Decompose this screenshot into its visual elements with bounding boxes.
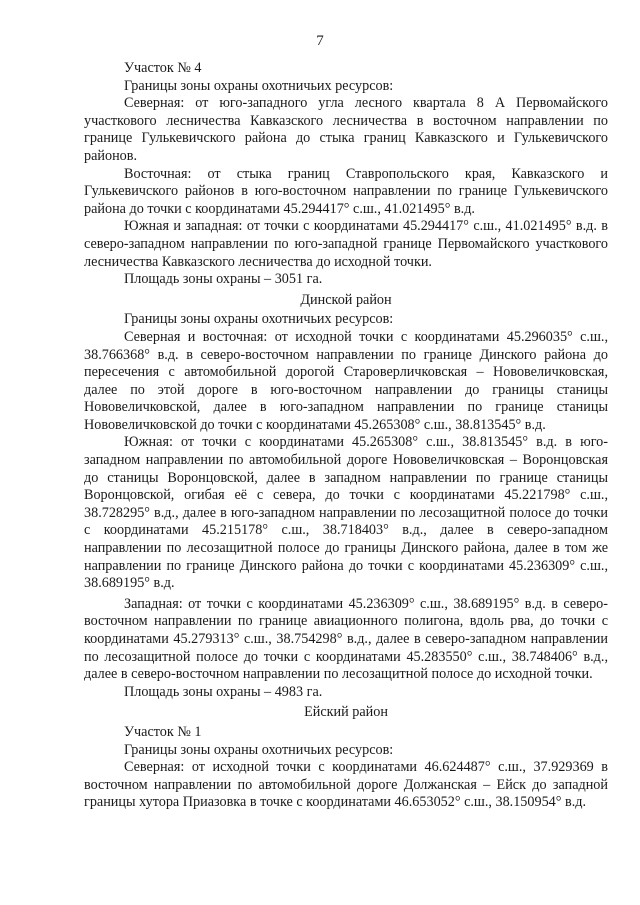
- document-body: [84, 60, 608, 812]
- paragraph-area: Площадь зоны охраны – 3051 га.: [124, 271, 323, 288]
- page-number: 7: [316, 33, 324, 49]
- paragraph-borders-intro: Границы зоны охраны охотничьих ресурсов:: [124, 741, 394, 758]
- paragraph-east-border: Восточная: от стыка границ Ставропольского края, Кавказского и Гулькевичского районов в юго-восточном направлении по границе Гулькевичского района до точки с координатами 45.294417° с.ш., 41.021495° в.д.: [84, 165, 608, 217]
- section-heading-uchastok-1: Участок № 1: [124, 723, 202, 740]
- district-heading-yeysk: Ейский район: [304, 704, 388, 721]
- paragraph-north-border: Северная: от исходной точки с координатами 46.624487° с.ш., 37.929369 в восточном направлении по автомобильной дороге Должанская – Ейск до западной границы хутора Приазовка в точке с координатами 46.653052° с.ш., 38.150954° в.д.: [84, 759, 608, 811]
- district-heading-dinskoy: Динской район: [300, 291, 392, 308]
- paragraph-area: Площадь зоны охраны – 4983 га.: [124, 683, 323, 700]
- paragraph-north-east-border: Северная и восточная: от исходной точки с координатами 45.296035° с.ш., 38.766368° в.д. в северо-восточном направлении по границе Динского района до пересечения с автомобильной дорогой Староверличковская – Нововеличковская, далее по этой дороге в юго-восточном направлении до границы станицы Нововеличковской, далее в юго-западном направлении по границе станицы Нововеличковской до точки с координатами 45.265308° с.ш., 38.813545° в.д.: [84, 328, 608, 433]
- paragraph-west-border: Западная: от точки с координатами 45.236309° с.ш., 38.689195° в.д. в северо-восточном направлении по границе авиационного полигона, вдоль рва, до точки с координатами 45.279313° с.ш., 38.754298° в.д., далее в северо-западном направлении по лесозащитной полосе до точки с координатами 45.283550° с.ш., 38.748406° в.д., далее в северо-восточном направлении по лесозащитной полосе до исходной точки.: [84, 595, 608, 683]
- paragraph-borders-intro: Границы зоны охраны охотничьих ресурсов:: [124, 77, 394, 94]
- section-heading-uchastok-4: Участок № 4: [124, 60, 202, 76]
- paragraph-borders-intro: Границы зоны охраны охотничьих ресурсов:: [124, 311, 394, 328]
- paragraph-south-west-border: Южная и западная: от точки с координатами 45.294417° с.ш., 41.021495° в.д. в северо-западном направлении по юго-западной границе Первомайского участкового лесничества Кавказского лесничества до исходной точки.: [84, 218, 608, 270]
- paragraph-south-border: Южная: от точки с координатами 45.265308° с.ш., 38.813545° в.д. в юго-западном направлении по автомобильной дороге Нововеличковская – Воронцовская до станицы Воронцовской, далее в западном направлении по границе станицы Воронцовской, огибая её с севера, до точки с координатами 45.221798° с.ш., 38.728295° в.д., далее в юго-западном направлении по лесозащитной полосе до точки с координатами 45.215178° с.ш., 38.718403° в.д., далее в северо-западном направлении по лесозащитной полосе до границы Динского района, далее в том же направлении по границе Динского района до точки с координатами 45.236309° с.ш., 38.689195° в.д.: [84, 434, 608, 592]
- paragraph-north-border: Северная: от юго-западного угла лесного квартала 8 А Первомайского участкового лесничества Кавказского лесничества в восточном направлении по границе Гулькевичского района до стыка границ Кавказского и Гулькевичского районов.: [84, 95, 608, 164]
